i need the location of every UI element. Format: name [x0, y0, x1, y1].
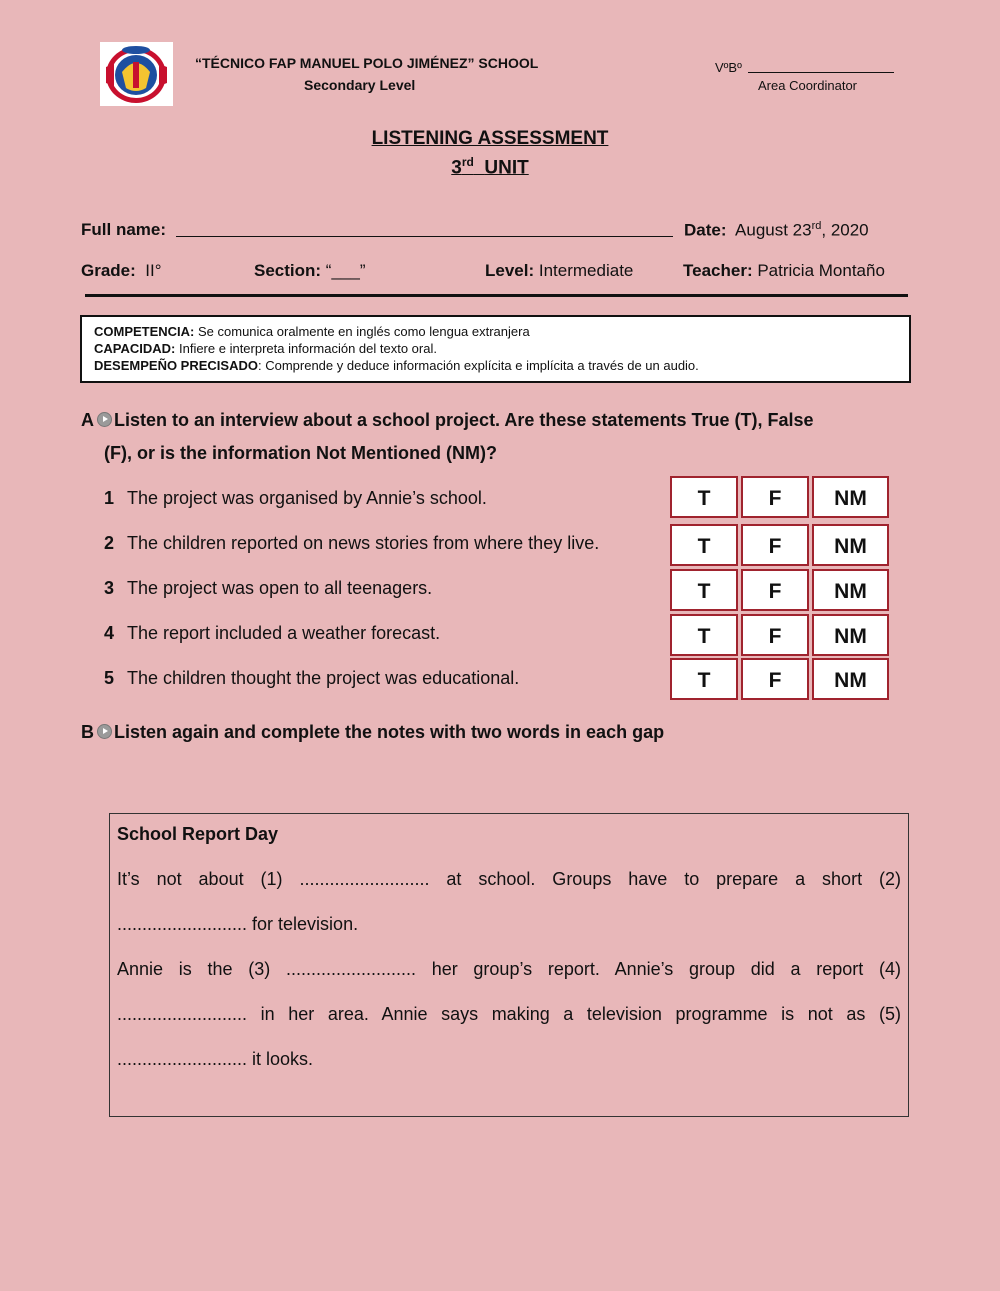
teacher-label: Teacher:	[683, 261, 753, 280]
statement-number: 4	[104, 623, 115, 643]
statement-number: 2	[104, 533, 115, 553]
option-not-mentioned[interactable]: NM	[812, 476, 889, 518]
statement-text: The report included a weather forecast.	[127, 623, 441, 643]
competencies-box	[80, 315, 911, 383]
unit-title	[0, 155, 980, 179]
area-coordinator-label: Area Coordinator	[758, 78, 857, 93]
competencia-label: COMPETENCIA:	[94, 324, 195, 339]
audio-play-icon[interactable]	[97, 412, 112, 427]
grade-field	[81, 261, 162, 281]
vobo-label: VºBº	[715, 60, 742, 75]
option-not-mentioned[interactable]: NM	[812, 658, 889, 700]
date-field	[684, 220, 869, 241]
teacher-value: Patricia Montaño	[757, 261, 885, 280]
statement-number: 5	[104, 668, 115, 688]
desempeno-label: DESEMPEÑO PRECISADO	[94, 358, 258, 373]
unit-suffix: rd	[461, 155, 474, 169]
level-label: Level:	[485, 261, 535, 280]
gap-2[interactable]: ..........................	[117, 914, 248, 934]
school-logo	[100, 42, 173, 106]
section-a-instruction-2: (F), or is the information Not Mentioned (NM)?	[104, 443, 497, 463]
date-label: Date:	[684, 220, 727, 240]
notes-text: for television.	[247, 914, 359, 934]
header-divider	[85, 294, 908, 297]
option-true[interactable]: T	[670, 476, 738, 518]
statement-text: The project was organised by Annie’s school.	[127, 488, 487, 508]
school-level: Secondary Level	[304, 77, 416, 93]
date-value-pre: August 23	[735, 220, 812, 240]
section-label: Section:	[254, 261, 322, 280]
option-false[interactable]: F	[741, 614, 809, 656]
capacidad-line	[94, 341, 437, 356]
grade-value: II°	[145, 261, 162, 280]
notes-line-4	[117, 1004, 901, 1025]
option-false[interactable]: F	[741, 476, 809, 518]
statement-5	[104, 668, 519, 689]
date-value-post: , 2020	[821, 220, 869, 240]
unit-number: 3	[451, 157, 462, 179]
option-false[interactable]: F	[741, 569, 809, 611]
section-field	[254, 261, 365, 281]
desempeno-line	[94, 358, 699, 373]
option-not-mentioned[interactable]: NM	[812, 614, 889, 656]
competencia-text: Se comunica oralmente en inglés como lengua extranjera	[194, 324, 530, 339]
notes-text: (5)	[878, 1004, 901, 1024]
fullname-field[interactable]	[176, 236, 673, 237]
notes-text: at school. Groups have to prepare a short (2)	[446, 869, 901, 889]
assessment-title: LISTENING ASSESSMENT	[371, 128, 609, 149]
option-true[interactable]: T	[670, 614, 738, 656]
fullname-label-text: Full name:	[81, 220, 167, 239]
option-not-mentioned[interactable]: NM	[812, 524, 889, 566]
option-true[interactable]: T	[670, 658, 738, 700]
capacidad-text: Infiere e interpreta información del texto oral.	[175, 341, 437, 356]
gap-4[interactable]: ..........................	[117, 1004, 248, 1024]
vobo-signature-line	[748, 72, 894, 73]
level-value: Intermediate	[538, 261, 634, 280]
capacidad-label: CAPACIDAD:	[94, 341, 176, 356]
statement-2	[104, 533, 599, 554]
section-a-instruction-1: Listen to an interview about a school project. Are these statements True (T), False	[114, 410, 814, 430]
desempeno-text: : Comprende y deduce información explícita e implícita a través de un audio.	[257, 358, 699, 373]
statement-number: 1	[104, 488, 115, 508]
notes-text: her group’s report. Annie’s group did a report (4)	[431, 959, 901, 979]
gap-1[interactable]: ..........................	[299, 869, 430, 889]
section-b-letter: B	[81, 722, 94, 742]
unit-word: UNIT	[484, 157, 529, 179]
section-b-heading	[81, 722, 664, 743]
notes-line-2	[117, 914, 901, 935]
audio-play-icon[interactable]	[97, 724, 112, 739]
section-value: “___”	[325, 261, 366, 280]
statement-4	[104, 623, 440, 644]
notes-text: It’s not about (1)	[117, 869, 283, 889]
section-b-instruction: Listen again and complete the notes with two words in each gap	[114, 722, 665, 742]
statement-1	[104, 488, 487, 509]
date-value-sup: rd	[811, 220, 822, 232]
option-true[interactable]: T	[670, 569, 738, 611]
statement-3	[104, 578, 432, 599]
option-false[interactable]: F	[741, 524, 809, 566]
notes-text: it looks.	[247, 1049, 314, 1069]
statement-text: The children thought the project was educational.	[127, 668, 520, 688]
section-a-letter: A	[81, 410, 94, 430]
notes-line-3	[117, 959, 901, 980]
notes-box	[109, 813, 909, 1117]
notes-title: School Report Day	[117, 824, 279, 844]
grade-label: Grade:	[81, 261, 136, 280]
notes-line-1	[117, 869, 901, 890]
statement-text: The children reported on news stories from where they live.	[127, 533, 600, 553]
section-a-heading	[81, 410, 814, 431]
option-not-mentioned[interactable]: NM	[812, 569, 889, 611]
statement-number: 3	[104, 578, 115, 598]
option-false[interactable]: F	[741, 658, 809, 700]
teacher-field	[683, 261, 885, 281]
notes-line-5	[117, 1049, 901, 1070]
competencia-line	[94, 324, 530, 339]
notes-text: in her area. Annie says making a television programme is not as	[260, 1004, 866, 1024]
gap-5[interactable]: ..........................	[117, 1049, 248, 1069]
level-field	[485, 261, 633, 281]
gap-3[interactable]: ..........................	[285, 959, 416, 979]
notes-text: Annie is the (3)	[117, 959, 271, 979]
fullname-label	[81, 220, 166, 240]
option-true[interactable]: T	[670, 524, 738, 566]
statement-text: The project was open to all teenagers.	[127, 578, 433, 598]
school-name: “TÉCNICO FAP MANUEL POLO JIMÉNEZ” SCHOOL	[195, 55, 539, 71]
